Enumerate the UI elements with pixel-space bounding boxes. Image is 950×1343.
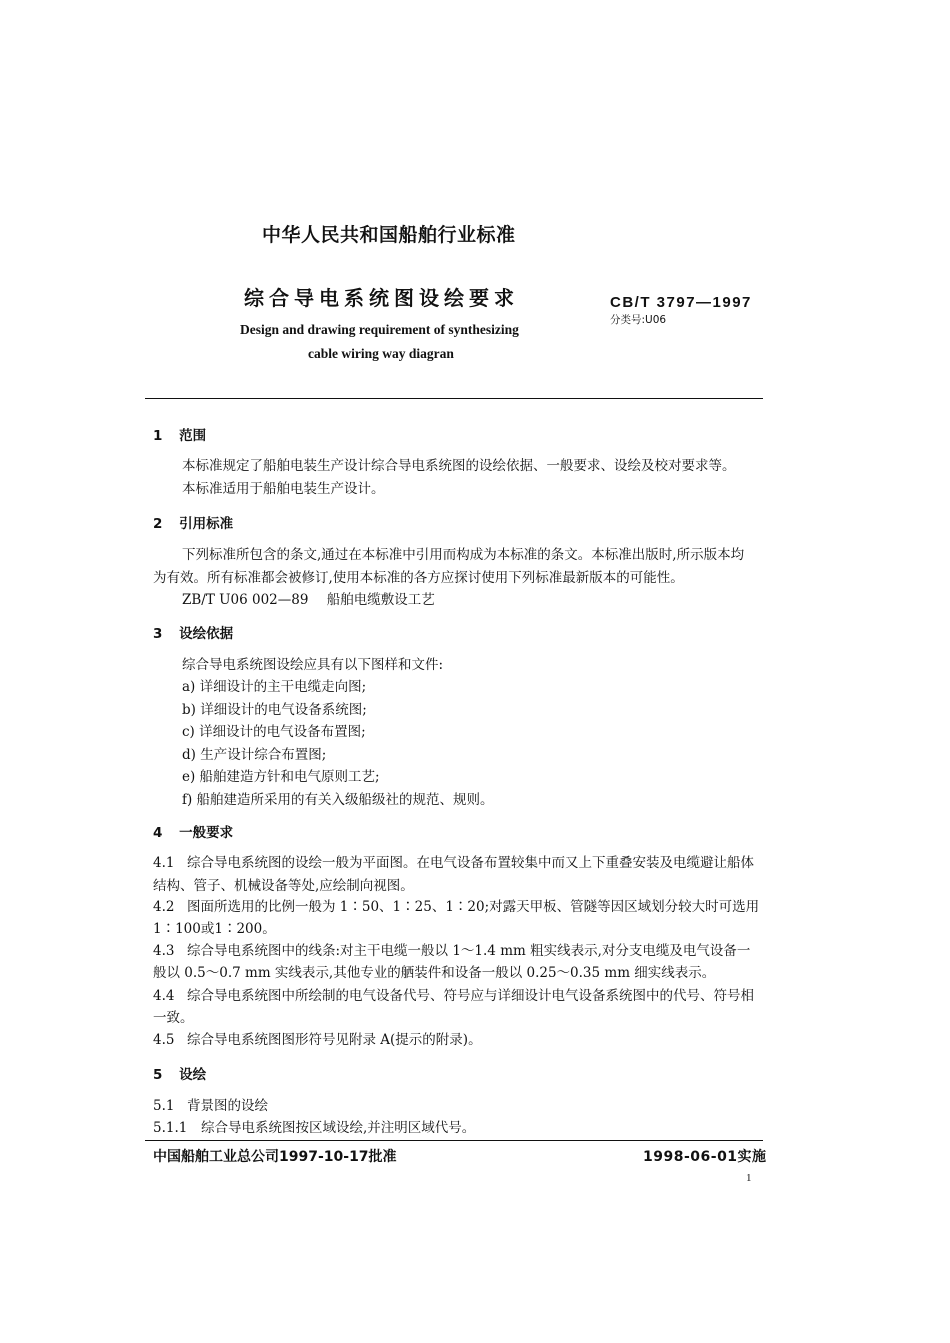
english-title-line2: cable wiring way diagran bbox=[308, 346, 454, 361]
clause-4-2-text: 图面所选用的比例一般为 1∶50、1∶25、1∶20;对露天甲板、管隧等因区域划分较大时可选用 bbox=[187, 899, 760, 915]
clause-4-3-line-1 bbox=[153, 941, 750, 961]
list-item: b) 详细设计的电气设备系统图; bbox=[182, 701, 367, 718]
section-2-number: 2 bbox=[153, 516, 163, 532]
classification-code: 分类号:U06 bbox=[610, 314, 667, 326]
section-5-number: 5 bbox=[153, 1067, 163, 1083]
standard-number: CB/T 3797—1997 bbox=[610, 294, 752, 311]
section-4-number: 4 bbox=[153, 825, 163, 841]
clause-4-2-line-1 bbox=[153, 897, 759, 917]
section-3-intro: 综合导电系统图设绘应具有以下图样和文件: bbox=[182, 657, 444, 673]
clause-5-1-text: 背景图的设绘 bbox=[187, 1098, 268, 1114]
clause-4-4-line-1 bbox=[153, 986, 754, 1006]
clause-5-1-1-text: 综合导电系统图按区域设绘,并注明区域代号。 bbox=[201, 1120, 476, 1136]
clause-4-3-text: 综合导电系统图中的线条:对主干电缆一般以 1～1.4 mm 粗实线表示,对分支电缆及电气设备一 bbox=[187, 943, 751, 959]
list-item: d) 生产设计综合布置图; bbox=[182, 746, 327, 763]
clause-4-2-number: 4.2 bbox=[153, 899, 175, 915]
section-3-heading bbox=[153, 622, 233, 642]
implementation-date: 1998-06-01实施 bbox=[643, 1149, 767, 1165]
clause-4-4-text: 综合导电系统图中所绘制的电气设备代号、符号应与详细设计电气设备系统图中的代号、符号相 bbox=[187, 988, 754, 1004]
referenced-standard bbox=[182, 590, 435, 610]
section-1-paragraph-1: 本标准规定了船舶电装生产设计综合导电系统图的设绘依据、一般要求、设绘及校对要求等。 bbox=[182, 458, 736, 474]
org-title: 中华人民共和国船舶行业标准 bbox=[262, 224, 516, 246]
approval-statement: 中国船舶工业总公司1997-10-17批准 bbox=[153, 1149, 397, 1165]
section-5-heading bbox=[153, 1063, 206, 1083]
section-2-paragraph-line-2: 为有效。所有标准都会被修订,使用本标准的各方应探讨使用下列标准最新版本的可能性。 bbox=[153, 570, 684, 586]
referenced-standard-title: 船舶电缆敷设工艺 bbox=[326, 592, 435, 608]
section-3-title: 设绘依据 bbox=[179, 626, 234, 642]
clause-4-5-text: 综合导电系统图图形符号见附录 A(提示的附录)。 bbox=[187, 1032, 482, 1048]
clause-5-1 bbox=[153, 1096, 268, 1116]
section-3-number: 3 bbox=[153, 626, 163, 642]
section-5-title: 设绘 bbox=[179, 1067, 207, 1083]
header-divider bbox=[145, 398, 763, 399]
section-2-title: 引用标准 bbox=[179, 516, 234, 532]
clause-4-1-number: 4.1 bbox=[153, 855, 175, 871]
clause-4-1-line-2: 结构、管子、机械设备等处,应绘制向视图。 bbox=[153, 878, 414, 894]
document-title: 综合导电系统图设绘要求 bbox=[244, 286, 519, 310]
section-1-paragraph-2: 本标准适用于船舶电装生产设计。 bbox=[182, 481, 385, 497]
referenced-standard-code: ZB/T U06 002—89 bbox=[182, 592, 309, 608]
section-3-list bbox=[182, 677, 494, 812]
list-item: c) 详细设计的电气设备布置图; bbox=[182, 724, 366, 740]
clause-4-1-line-1 bbox=[153, 853, 754, 873]
page-number: 1 bbox=[746, 1172, 752, 1184]
clause-4-4-line-2: 一致。 bbox=[153, 1010, 194, 1026]
clause-4-5-number: 4.5 bbox=[153, 1032, 175, 1048]
list-item: a) 详细设计的主干电缆走向图; bbox=[182, 679, 367, 695]
list-item: f) 船舶建造所采用的有关入级船级社的规范、规则。 bbox=[182, 791, 494, 808]
clause-4-5 bbox=[153, 1030, 482, 1050]
list-item: e) 船舶建造方针和电气原则工艺; bbox=[182, 769, 380, 785]
section-2-paragraph-line-1: 下列标准所包含的条文,通过在本标准中引用而构成为本标准的条文。本标准出版时,所示版本均 bbox=[182, 547, 745, 563]
clause-5-1-1-number: 5.1.1 bbox=[153, 1120, 188, 1136]
footer-divider bbox=[145, 1140, 763, 1141]
clause-4-1-text: 综合导电系统图的设绘一般为平面图。在电气设备布置较集中而又上下重叠安装及电缆避让船体 bbox=[187, 855, 754, 871]
section-4-title: 一般要求 bbox=[179, 825, 234, 841]
section-2-heading bbox=[153, 512, 233, 532]
section-1-number: 1 bbox=[153, 428, 163, 444]
clause-5-1-number: 5.1 bbox=[153, 1098, 175, 1114]
clause-4-4-number: 4.4 bbox=[153, 988, 175, 1004]
section-4-heading bbox=[153, 821, 233, 841]
clause-4-3-number: 4.3 bbox=[153, 943, 175, 959]
section-1-title: 范围 bbox=[179, 428, 207, 444]
section-1-heading bbox=[153, 424, 206, 444]
clause-4-2-line-2: 1∶100或1∶200。 bbox=[153, 921, 276, 937]
clause-5-1-1 bbox=[153, 1118, 475, 1138]
clause-4-3-line-2: 般以 0.5～0.7 mm 实线表示,其他专业的舾装件和设备一般以 0.25～0.35 mm 细实线表示。 bbox=[153, 965, 716, 981]
english-title-line1: Design and drawing requirement of synthesizing bbox=[240, 322, 519, 337]
